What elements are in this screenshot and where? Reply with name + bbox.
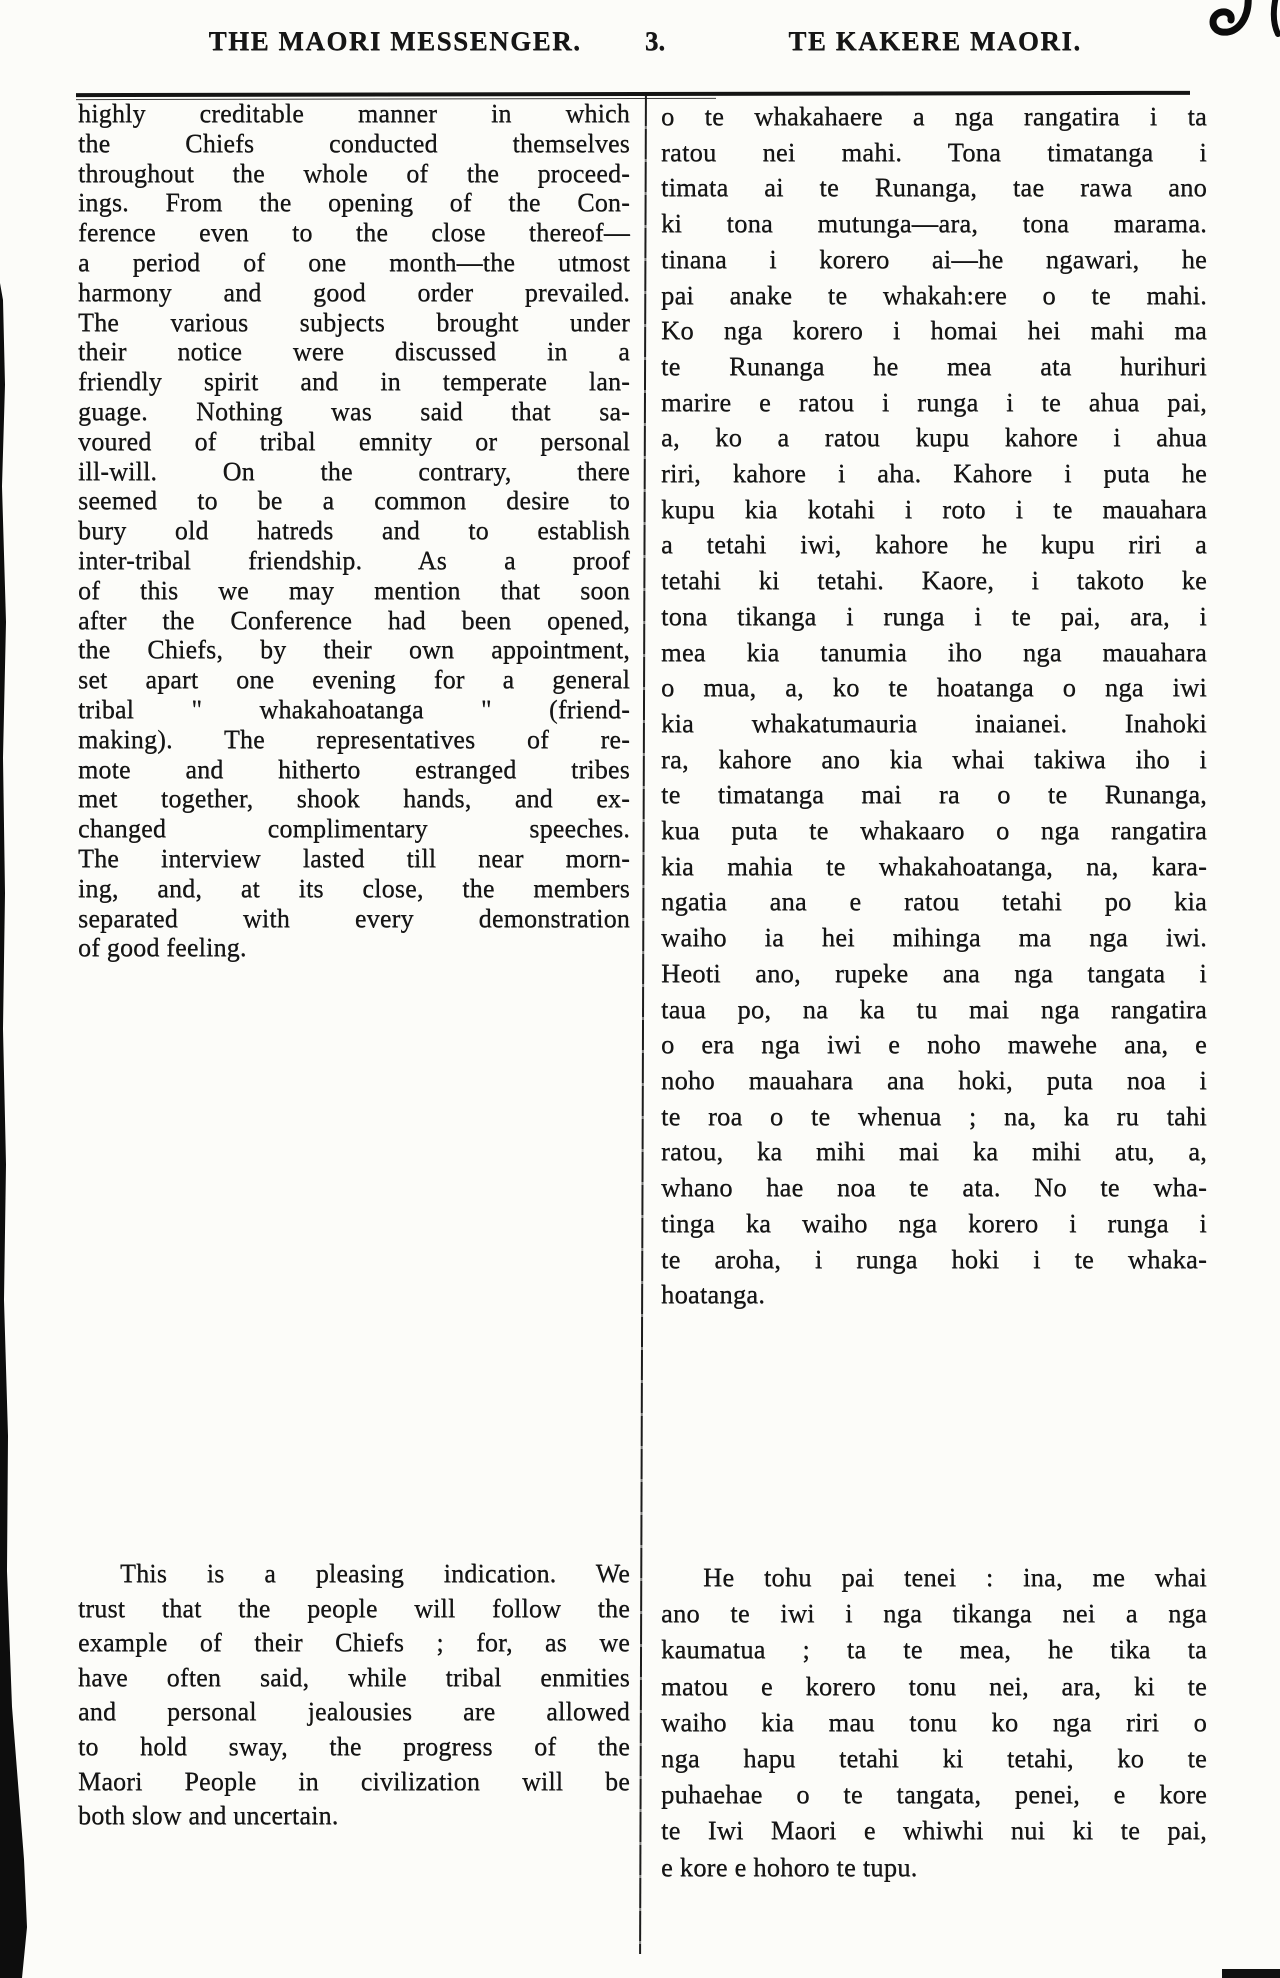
text-line: trust that the people will follow the (78, 1593, 630, 1623)
text-line: ra, kahore ano kia whai takiwa iho i (661, 743, 1207, 774)
text-line: marire e ratou i runga i te ahua pai, (661, 386, 1207, 417)
paragraph (661, 1559, 1207, 1885)
text-line: throughout the whole of the proceed- (78, 158, 630, 188)
text-line: noho mauahara ana hoki, puta noa i (661, 1064, 1207, 1095)
text-line: e kore e hohoro te tupu. (661, 1851, 918, 1882)
text-line: ratou nei mahi. Tona timatanga i (661, 136, 1207, 167)
text-line: timata ai te Runanga, tae rawa ano (661, 172, 1207, 203)
text-line: ano te iwi i nga tikanga nei a nga (661, 1598, 1207, 1629)
maori-text-column (661, 99, 1207, 1885)
text-line: o era nga iwi e noho mawehe ana, e (661, 1029, 1207, 1060)
pen-mark-icon (1170, 0, 1280, 70)
text-line: ill-will. On the contrary, there (78, 456, 630, 486)
text-line: taua po, na ka tu mai nga rangatira (661, 993, 1207, 1024)
header-rule (76, 91, 1190, 97)
paragraph (661, 99, 1207, 1313)
text-line: ki tona mutunga—ara, tona marama. (661, 208, 1207, 239)
text-line: matou e korero tonu nei, ara, ki te (661, 1670, 1207, 1701)
text-line: ings. From the opening of the Con- (78, 188, 630, 218)
text-line: kia whakatumauria inaianei. Inahoki (661, 707, 1207, 738)
text-line: ratou, ka mihi mai ka mihi atu, a, (661, 1136, 1207, 1167)
text-line: puhaehae o te tangata, penei, e kore (661, 1779, 1207, 1810)
text-line: tinga ka waiho nga korero i runga i (661, 1207, 1207, 1238)
text-line: ngatia ana e ratou tetahi po kia (661, 886, 1207, 917)
masthead-left-title: THE MAORI MESSENGER. (208, 26, 582, 56)
text-line: kia mahia te whakahoatanga, na, kara- (661, 850, 1207, 881)
text-line: guage. Nothing was said that sa- (78, 396, 630, 426)
text-line: tetahi ki tetahi. Kaore, i takoto ke (661, 565, 1207, 596)
text-line: nga hapu tetahi ki tetahi, ko te (661, 1742, 1207, 1773)
text-line: voured of tribal emnity or personal (78, 426, 630, 456)
paragraph (78, 1557, 630, 1834)
text-line: harmony and good order prevailed. (78, 277, 630, 307)
text-line: met together, shook hands, and ex- (78, 784, 630, 814)
text-line: inter-tribal friendship. As a proof (78, 545, 630, 575)
text-line: whano hae noa te ata. No te wha- (661, 1172, 1207, 1203)
text-line: bury old hatreds and to establish (78, 516, 630, 546)
text-line: their notice were discussed in a (78, 337, 630, 367)
scan-artifact-left-edge (0, 283, 28, 1978)
text-line: te aroha, i runga hoki i te whaka- (661, 1243, 1207, 1274)
text-line: The various subjects brought under (78, 307, 630, 337)
text-line: of this we may mention that soon (78, 575, 630, 605)
text-line: kupu kia kotahi i roto i te mauahara (661, 493, 1207, 524)
page-number: 3. (644, 26, 666, 56)
text-line: mote and hitherto estranged tribes (78, 754, 630, 784)
text-line: The interview lasted till near morn- (78, 843, 630, 873)
column-divider-rule (639, 96, 647, 1954)
text-line: example of their Chiefs ; for, as we (78, 1628, 630, 1658)
text-line: pai anake te whakah:ere o te mahi. (661, 279, 1207, 310)
text-line: waiho kia mau tonu ko nga riri o (661, 1706, 1207, 1737)
text-line: ing, and, at its close, the members (78, 873, 630, 903)
text-line: seemed to be a common desire to (78, 486, 630, 516)
text-line: after the Conference had been opened, (78, 605, 630, 635)
text-line: of good feeling. (78, 933, 247, 963)
text-line: te Runanga he mea ata hurihuri (661, 350, 1207, 381)
text-line: a period of one month—the utmost (78, 247, 630, 277)
masthead-right-title: TE KAKERE MAORI. (788, 26, 1082, 56)
text-line: making). The representatives of re- (78, 724, 630, 754)
text-line: o mua, a, ko te hoatanga o nga iwi (661, 672, 1207, 703)
text-line: mea kia tanumia iho nga mauahara (661, 636, 1207, 667)
text-line: the Chiefs conducted themselves (78, 128, 630, 158)
text-line: tribal " whakahoatanga " (friend- (78, 694, 630, 724)
text-line: Heoti ano, rupeke ana nga tangata i (661, 957, 1207, 988)
english-text-column (78, 99, 630, 1834)
text-line: Maori People in civilization will be (78, 1766, 630, 1796)
text-line: a, ko a ratou kupu kahore i ahua (661, 422, 1207, 453)
text-line: waiho ia hei mihinga ma nga iwi. (661, 922, 1207, 953)
paragraph (78, 99, 630, 963)
text-line: kua puta te whakaaro o nga rangatira (661, 815, 1207, 846)
text-line: separated with every demonstration (78, 903, 630, 933)
text-line: and personal jealousies are allowed (78, 1697, 630, 1727)
text-line: have often said, while tribal enmities (78, 1662, 630, 1692)
text-line: This is a pleasing indication. We (120, 1559, 630, 1589)
text-line: ference even to the close thereof— (78, 218, 630, 248)
text-line: te Iwi Maori e whiwhi nui ki te pai, (661, 1815, 1207, 1846)
text-line: set apart one evening for a general (78, 665, 630, 695)
text-line: the Chiefs, by their own appointment, (78, 635, 630, 665)
text-line: o te whakahaere a nga rangatira i ta (661, 101, 1207, 131)
text-line: changed complimentary speeches. (78, 814, 630, 844)
text-line: riri, kahore i aha. Kahore i puta he (661, 458, 1207, 489)
text-line: tinana i korero ai—he ngawari, he (661, 243, 1207, 274)
text-line: Ko nga korero i homai hei mahi ma (661, 315, 1207, 346)
text-line: He tohu pai tenei : ina, me whai (703, 1561, 1207, 1592)
text-line: both slow and uncertain. (78, 1801, 339, 1831)
scan-artifact-bottom-right (1222, 1969, 1280, 1978)
text-line: a tetahi iwi, kahore he kupu riri a (661, 529, 1207, 560)
text-line: highly creditable manner in which (78, 99, 630, 128)
text-line: kaumatua ; ta te mea, he tika ta (661, 1634, 1207, 1665)
text-line: to hold sway, the progress of the (78, 1732, 630, 1762)
text-line: hoatanga. (661, 1279, 766, 1310)
text-line: te timatanga mai ra o te Runanga, (661, 779, 1207, 810)
text-line: friendly spirit and in temperate lan- (78, 367, 630, 397)
text-line: te roa o te whenua ; na, ka ru tahi (661, 1100, 1207, 1131)
text-line: tona tikanga i runga i te pai, ara, i (661, 600, 1207, 631)
